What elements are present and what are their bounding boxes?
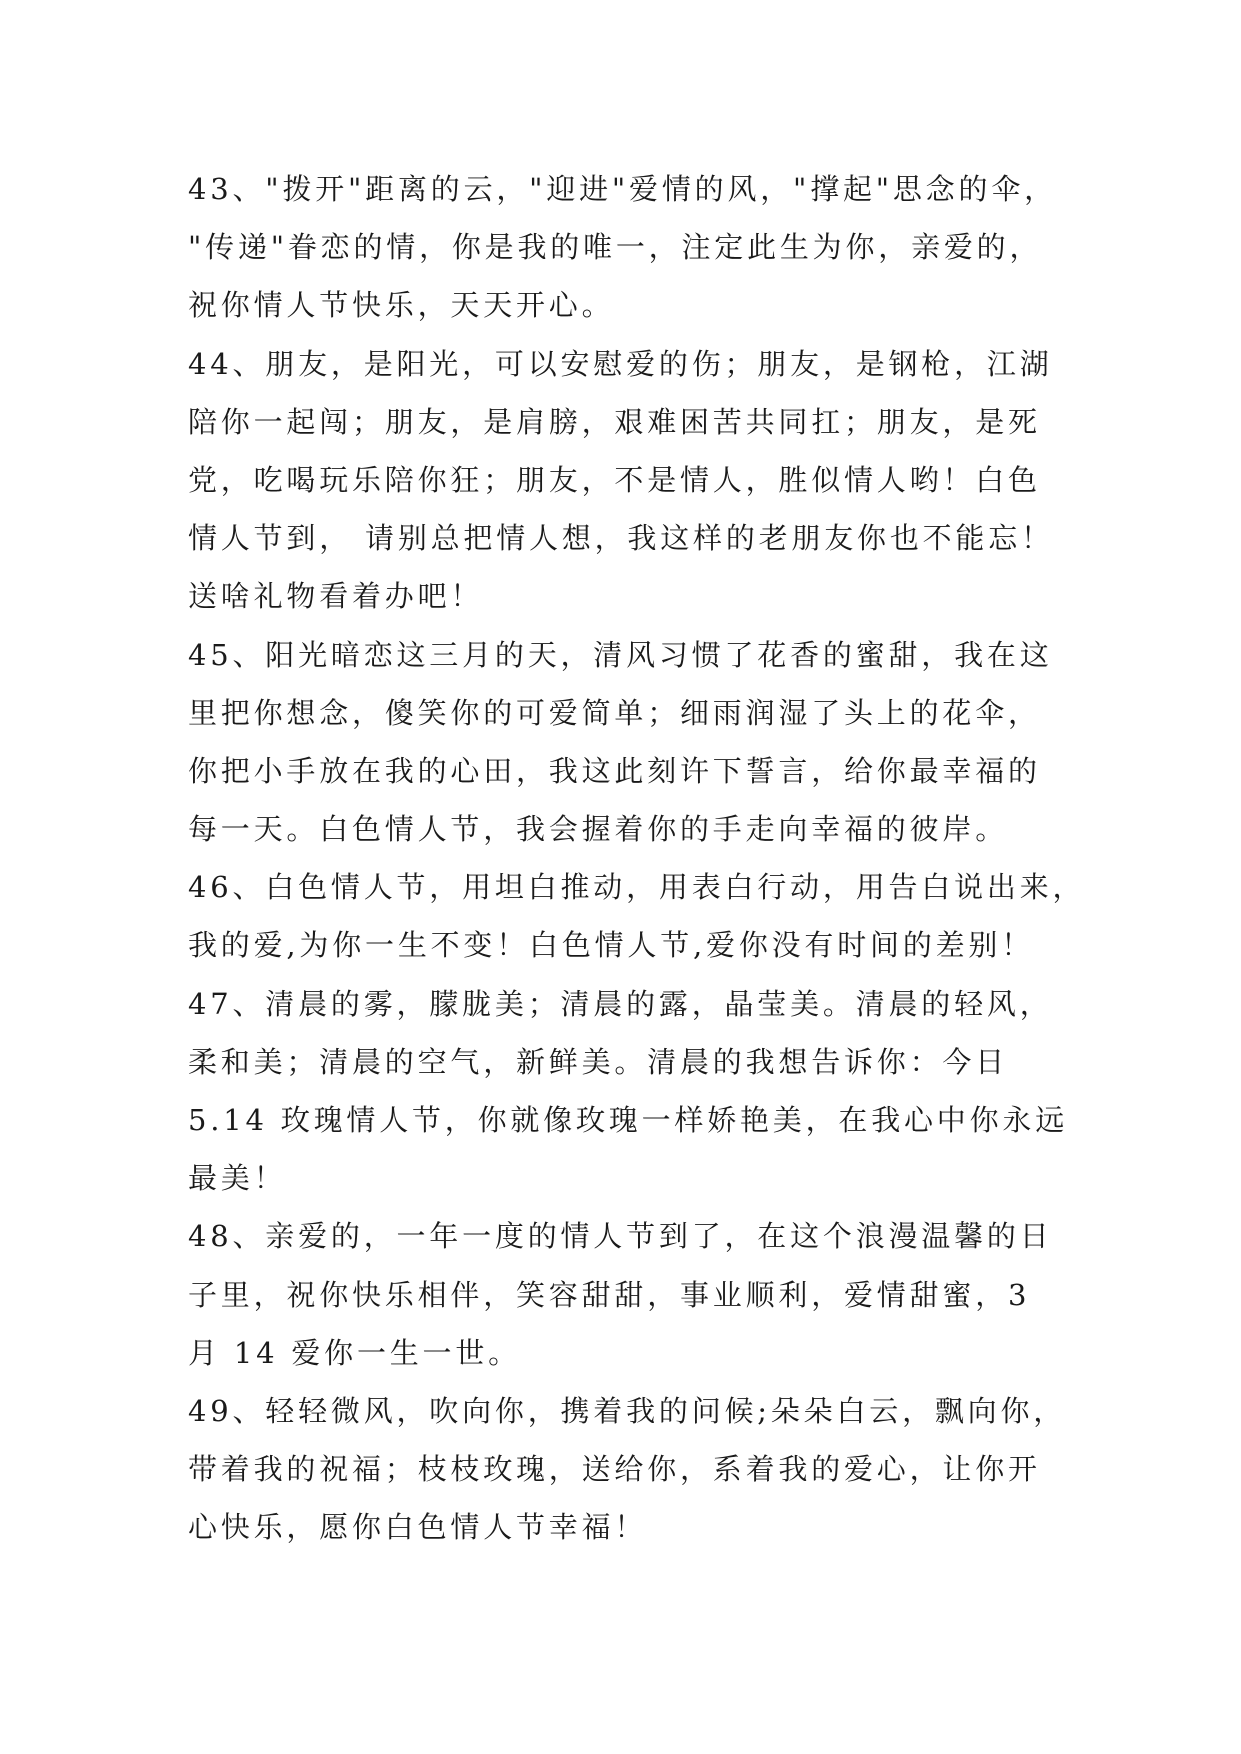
text-line: 月 14 爱你一生一世。 <box>188 1335 521 1370</box>
text-line: 党，吃喝玩乐陪你狂；朋友，不是情人，胜似情人哟！白色 <box>188 462 1041 497</box>
text-line: 带着我的祝福；枝枝玫瑰，送给你，系着我的爱心，让你开 <box>188 1452 1041 1487</box>
text-line: 46、白色情人节，用坦白推动，用表白行动，用告白说出来， <box>188 870 1086 905</box>
text-line: 子里，祝你快乐相伴，笑容甜甜，事业顺利，爱情甜蜜，3 <box>188 1277 1031 1312</box>
text-line: 43、"拨开"距离的云，"迎进"爱情的风，"撑起"思念的伞， <box>188 172 1057 206</box>
text-line: 柔和美；清晨的空气，新鲜美。清晨的我想告诉你：今日 <box>188 1044 1009 1079</box>
text-line: 祝你情人节快乐，天天开心。 <box>188 288 615 323</box>
paragraph-46 <box>188 858 1086 974</box>
text-line: 情人节到， 请别总把情人想，我这样的老朋友你也不能忘！ <box>188 521 1054 556</box>
text-line: 最美！ <box>188 1161 287 1196</box>
text-line: "传递"眷恋的情，你是我的唯一，注定此生为你，亲爱的， <box>188 230 1043 265</box>
paragraph-47 <box>188 975 1068 1208</box>
text-line: 每一天。白色情人节，我会握着你的手走向幸福的彼岸。 <box>188 812 1009 847</box>
text-line: 44、朋友，是阳光，可以安慰爱的伤；朋友，是钢枪，江湖 <box>188 346 1053 381</box>
paragraph-43 <box>188 160 1068 335</box>
text-line: 45、阳光暗恋这三月的天，清风习惯了花香的蜜甜，我在这 <box>188 637 1053 672</box>
document-body <box>188 160 1086 1557</box>
paragraph-49 <box>188 1382 1068 1557</box>
text-line: 47、清晨的雾，朦胧美；清晨的露，晶莹美。清晨的轻风， <box>188 986 1053 1021</box>
text-line: 陪你一起闯；朋友，是肩膀，艰难困苦共同扛；朋友，是死 <box>188 404 1041 439</box>
paragraph-48 <box>188 1207 1068 1382</box>
paragraph-45 <box>188 626 1068 859</box>
text-line: 5.14 玫瑰情人节，你就像玫瑰一样娇艳美，在我心中你永远 <box>188 1103 1068 1137</box>
text-line: 48、亲爱的，一年一度的情人节到了，在这个浪漫温馨的日 <box>188 1219 1053 1254</box>
paragraph-44 <box>188 335 1068 626</box>
text-line: 心快乐，愿你白色情人节幸福！ <box>188 1510 648 1545</box>
text-line: 我的爱,为你一生不变！白色情人节,爱你没有时间的差别！ <box>188 928 1035 963</box>
text-line: 你把小手放在我的心田，我这此刻许下誓言，给你最幸福的 <box>188 753 1041 788</box>
text-line: 送啥礼物看着办吧！ <box>188 579 484 614</box>
text-line: 里把你想念，傻笑你的可爱简单；细雨润湿了头上的花伞， <box>188 695 1041 730</box>
text-line: 49、轻轻微风，吹向你，携着我的问候;朵朵白云，飘向你， <box>188 1393 1067 1428</box>
